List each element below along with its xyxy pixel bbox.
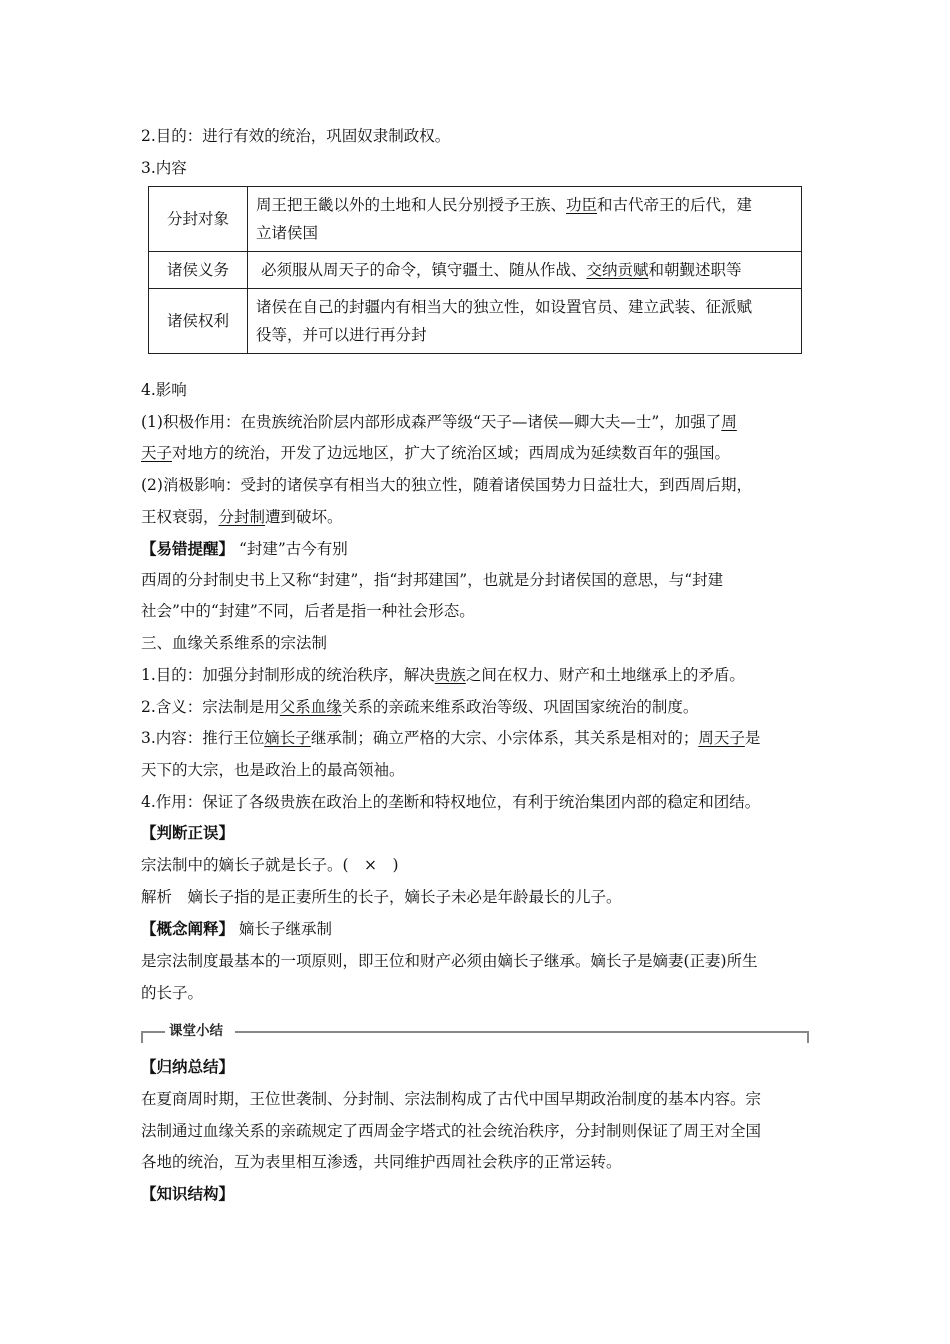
table-row — [149, 252, 802, 289]
concept-line-2: 的长子。 — [141, 984, 204, 1002]
table-row-label: 诸侯义务 — [149, 252, 248, 289]
table-row — [149, 289, 802, 354]
tip-line-2: 社会”中的“封建”不同，后者是指一种社会形态。 — [141, 602, 475, 620]
table-row-text: 周王把王畿以外的土地和人民分别授予王族、功臣和古代帝王的后代，建 立诸侯国 — [248, 187, 802, 252]
section-bar-rule-right — [235, 1031, 809, 1033]
summary-section-bar — [141, 1020, 811, 1044]
negative-effect-line-1: (2)消极影响：受封的诸侯享有相当大的独立性，随着诸侯国势力日益壮大，到西周后期， — [141, 476, 752, 494]
summary-section-title: 课堂小结 — [169, 1023, 223, 1039]
judge-statement: 宗法制中的嫡长子就是长子。( × ) — [141, 856, 399, 874]
concept-line-1: 是宗法制度最基本的一项原则，即王位和财产必须由嫡长子继承。嫡长子是嫡妻(正妻)所生 — [141, 952, 758, 970]
table-row-text: 诸侯在自己的封疆内有相当大的独立性，如设置官员、建立武装、征派赋 役等，并可以进行再分封 — [248, 289, 802, 354]
section3-content-line-2: 天下的大宗，也是政治上的最高领袖。 — [141, 761, 405, 779]
summary-label: 【归纳总结】 — [141, 1057, 235, 1076]
table-row-label: 诸侯权利 — [149, 289, 248, 354]
purpose-line: 2.目的：进行有效的统治，巩固奴隶制政权。 — [141, 127, 451, 145]
tip-title: “封建”古今有别 — [238, 540, 348, 558]
table-row-label: 分封对象 — [149, 187, 248, 252]
influence-heading: 4.影响 — [141, 381, 187, 399]
judge-label: 【判断正误】 — [141, 823, 235, 842]
section3-heading: 三、血缘关系维系的宗法制 — [141, 634, 328, 652]
table-row-text: 必须服从周天子的命令，镇守疆土、随从作战、交纳贡赋和朝觐述职等 — [248, 252, 802, 289]
underlined-term: 交纳贡赋 — [586, 261, 649, 279]
tip-heading — [141, 538, 813, 560]
concept-label: 【概念阐释】 — [141, 919, 235, 938]
content-heading: 3.内容 — [141, 159, 187, 177]
section-bar-rule-left — [143, 1031, 165, 1033]
judge-analysis: 解析 嫡长子指的是正妻所生的长子，嫡长子未必是年龄最长的儿子。 — [141, 888, 622, 906]
table-row — [149, 187, 802, 252]
underlined-term: 功臣 — [566, 196, 598, 214]
negative-effect-line-2: 王权衰弱，分封制遭到破坏。 — [141, 508, 343, 526]
enfeoffment-table — [148, 186, 802, 354]
tip-line-1: 西周的分封制史书上又称“封建”，指“封邦建国”，也就是分封诸侯国的意思，与“封建 — [141, 571, 724, 589]
concept-heading — [141, 918, 813, 940]
structure-label: 【知识结构】 — [141, 1184, 235, 1203]
section3-meaning: 2.含义：宗法制是用父系血缘关系的亲疏来维系政治等级、巩固国家统治的制度。 — [141, 698, 699, 716]
summary-line-1: 在夏商周时期，王位世袭制、分封制、宗法制构成了古代中国早期政治制度的基本内容。宗 — [141, 1090, 762, 1108]
summary-line-2: 法制通过血缘关系的亲疏规定了西周金字塔式的社会统治秩序，分封制则保证了周王对全国 — [141, 1122, 762, 1140]
section3-purpose: 1.目的：加强分封制形成的统治秩序，解决贵族之间在权力、财产和土地继承上的矛盾。 — [141, 666, 745, 684]
positive-effect-line-2: 天子对地方的统治，开发了边远地区，扩大了统治区域；西周成为延续数百年的强国。 — [141, 444, 731, 462]
tip-label: 【易错提醒】 — [141, 539, 235, 558]
positive-effect-line-1: (1)积极作用：在贵族统治阶层内部形成森严等级“天子—诸侯—卿大夫—士”，加强了周 — [141, 413, 737, 431]
section3-content-line-1: 3.内容：推行王位嫡长子继承制；确立严格的大宗、小宗体系，其关系是相对的；周天子是 — [141, 729, 761, 747]
concept-title: 嫡长子继承制 — [238, 920, 332, 938]
summary-line-3: 各地的统治，互为表里相互渗透，共同维护西周社会秩序的正常运转。 — [141, 1153, 622, 1171]
section3-effect: 4.作用：保证了各级贵族在政治上的垄断和特权地位，有利于统治集团内部的稳定和团结。 — [141, 793, 761, 811]
section-bar-corner-right — [807, 1031, 809, 1043]
